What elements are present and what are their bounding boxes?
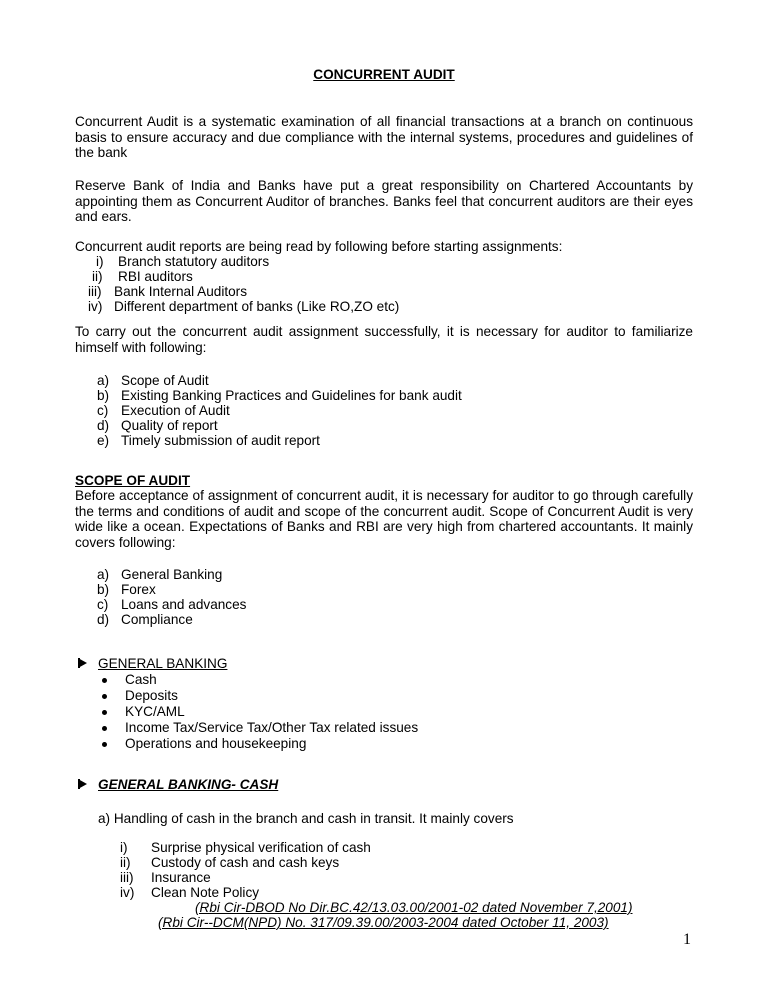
list-item: Loans and advances (121, 597, 247, 612)
list-item: Existing Banking Practices and Guidelines for bank audit (121, 388, 462, 403)
arrow-bullet-icon (78, 658, 87, 668)
list-item-marker: b) (97, 582, 110, 597)
list-item-marker: iv) (88, 299, 103, 314)
bullet-icon (102, 694, 107, 699)
page-title: CONCURRENT AUDIT (313, 67, 455, 82)
bullet-icon (102, 742, 107, 747)
list-item: General Banking (121, 567, 223, 582)
bullet-icon (102, 710, 107, 715)
intro-paragraph-3: Concurrent audit reports are being read by following before starting assignments: (75, 239, 563, 254)
list-item: Income Tax/Service Tax/Other Tax related issues (125, 720, 419, 735)
list-item: Cash (125, 672, 157, 687)
list-item: Execution of Audit (121, 403, 230, 418)
rbi-circular-citation: (Rbi Cir--DCM(NPD) No. 317/09.39.00/2003-2004 dated October 11, 2003) (158, 915, 609, 930)
section-heading-scope: SCOPE OF AUDIT (75, 473, 191, 488)
list-item: Custody of cash and cash keys (151, 855, 340, 870)
list-item-marker: d) (97, 418, 110, 433)
intro-paragraph-4 (75, 324, 693, 355)
list-item-marker: d) (97, 612, 110, 627)
list-item: Clean Note Policy (151, 885, 260, 900)
list-item: Compliance (121, 612, 193, 627)
list-item: Operations and housekeeping (125, 736, 307, 751)
scope-paragraph-text: Before acceptance of assignment of concurrent audit, it is necessary for auditor to go through carefully the terms and conditions of audit and scope of the concurrent audit. Scope of Concurrent Audit is very wide like a ocean. Expectations of Banks and RBI are very high from chartered accountants. It mainly covers following: (75, 488, 693, 550)
intro-paragraph-1-text: Concurrent Audit is a systematic examination of all financial transactions at a branch on continuous basis to ensure accuracy and due compliance with the internal systems, procedures and guidelines of the bank (75, 114, 693, 161)
scope-paragraph (75, 488, 693, 550)
section-heading-general-banking: GENERAL BANKING (98, 656, 228, 671)
list-item-marker: a) (97, 567, 110, 582)
cash-subheading-a: a) Handling of cash in the branch and cash in transit. It mainly covers (98, 811, 514, 826)
intro-paragraph-2 (75, 178, 693, 225)
list-item: Timely submission of audit report (121, 433, 320, 448)
rbi-circular-citation: (Rbi Cir-DBOD No Dir.BC.42/13.03.00/2001-02 dated November 7,2001) (195, 900, 633, 915)
intro-paragraph-2-text: Reserve Bank of India and Banks have put a great responsibility on Chartered Accountants by appointing them as Concurrent Auditor of branches. Banks feel that concurrent auditors are their eyes and ears. (75, 178, 693, 225)
intro-paragraph-4-text: To carry out the concurrent audit assignment successfully, it is necessary for auditor to familiarize himself with following: (75, 324, 693, 355)
intro-paragraph-1 (75, 114, 693, 161)
list-item: KYC/AML (125, 704, 185, 719)
list-item: Deposits (125, 688, 178, 703)
list-item-marker: i) (96, 254, 104, 269)
list-item-marker: c) (97, 403, 109, 418)
list-item-marker: a) (97, 373, 110, 388)
list-item-marker: b) (97, 388, 110, 403)
list-item-marker: iv) (120, 885, 135, 900)
list-item: RBI auditors (118, 269, 193, 284)
bullet-icon (102, 678, 107, 683)
bullet-icon (102, 726, 107, 731)
page-number: 1 (683, 931, 691, 948)
list-item: Scope of Audit (121, 373, 209, 388)
section-heading-cash: GENERAL BANKING- CASH (98, 777, 279, 792)
list-item: Bank Internal Auditors (114, 284, 247, 299)
list-item-marker: iii) (120, 870, 134, 885)
arrow-bullet-icon (78, 779, 87, 789)
list-item-marker: e) (97, 433, 110, 448)
list-item: Insurance (151, 870, 211, 885)
list-item: Quality of report (121, 418, 218, 433)
list-item-marker: ii) (92, 269, 103, 284)
list-item-marker: ii) (120, 855, 131, 870)
list-item: Forex (121, 582, 156, 597)
list-item-marker: i) (120, 840, 128, 855)
list-item: Surprise physical verification of cash (151, 840, 371, 855)
list-item-marker: iii) (88, 284, 102, 299)
list-item-marker: c) (97, 597, 109, 612)
list-item: Branch statutory auditors (118, 254, 270, 269)
list-item: Different department of banks (Like RO,ZO etc) (114, 299, 400, 314)
